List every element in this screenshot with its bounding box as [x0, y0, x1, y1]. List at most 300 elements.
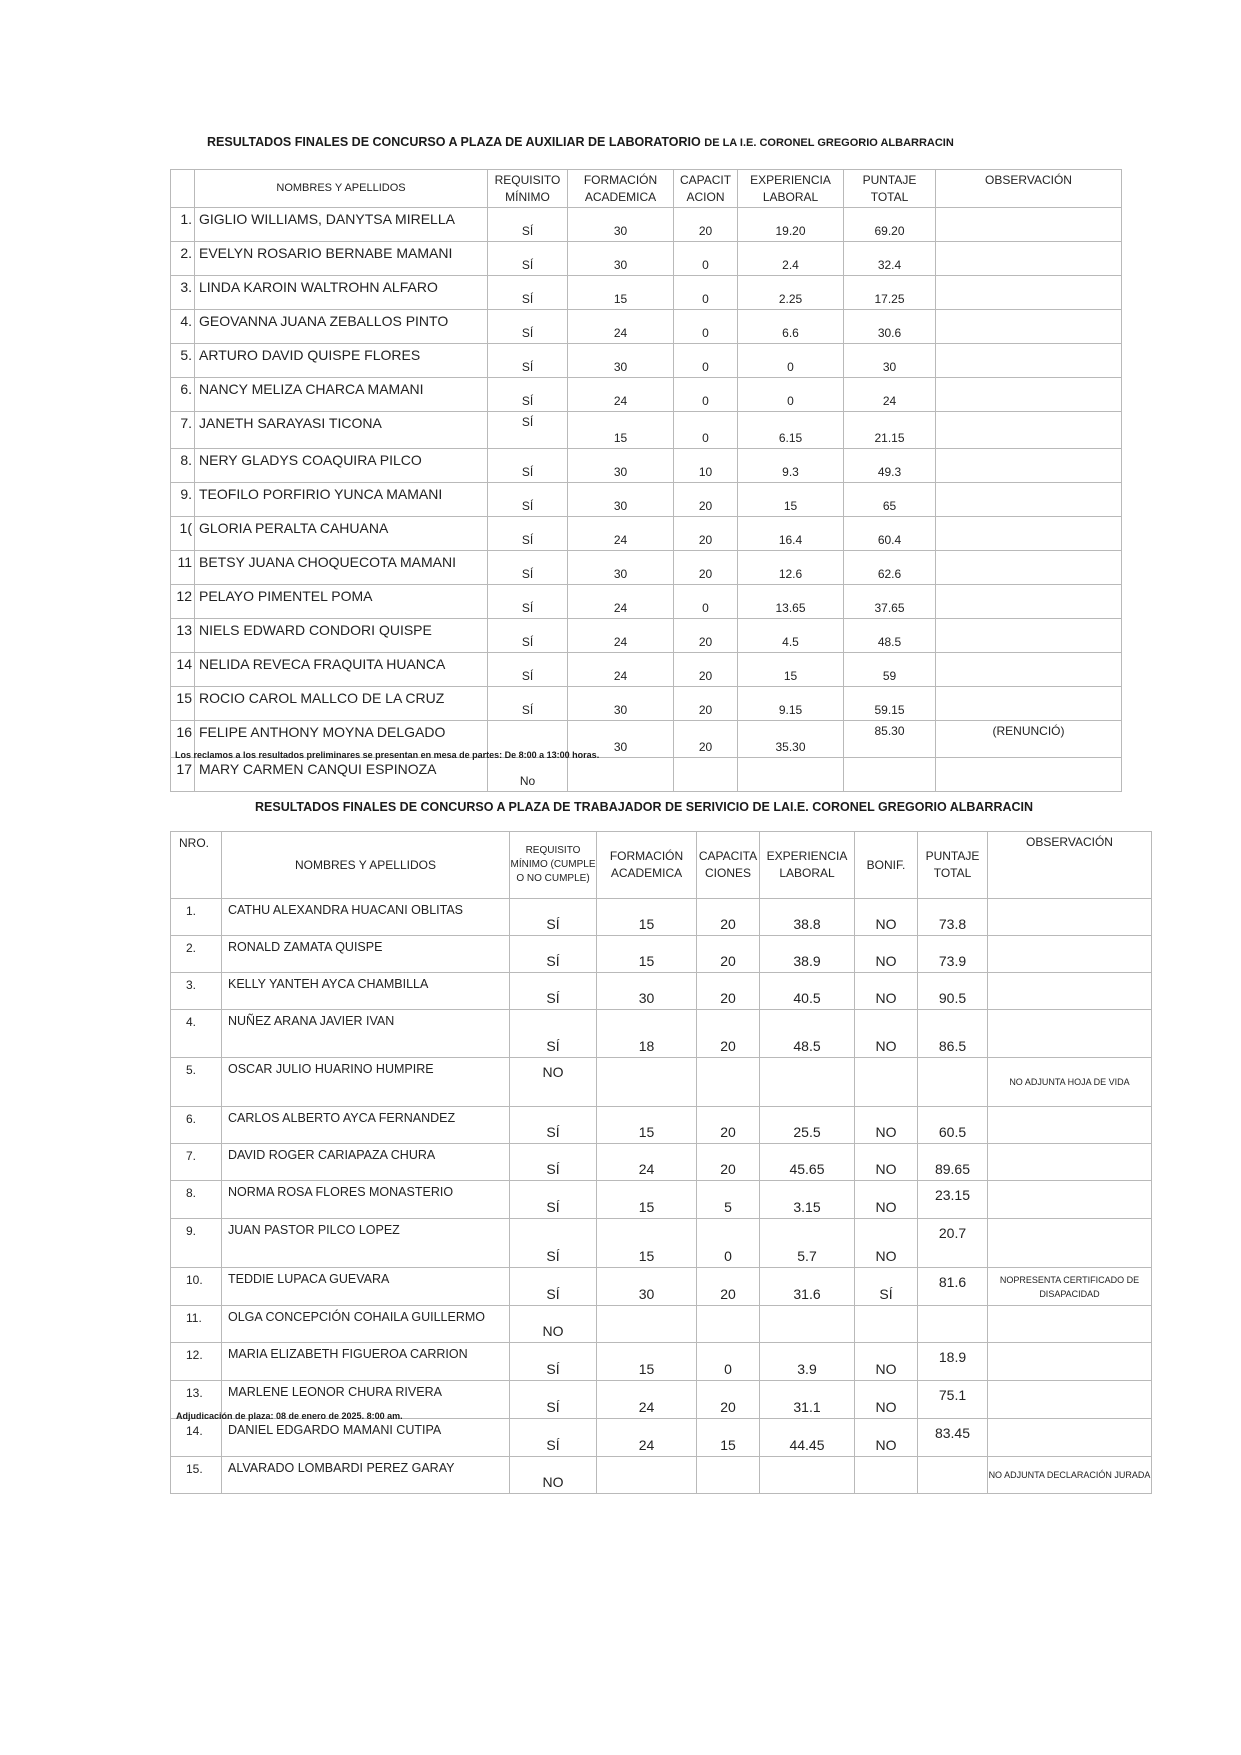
observacion-value: [936, 412, 1122, 449]
applicant-name: ALVARADO LOMBARDI PEREZ GARAY: [222, 1457, 510, 1494]
applicant-name: PELAYO PIMENTEL POMA: [195, 585, 488, 619]
requisito-value: SÍ: [488, 276, 568, 310]
requisito-value: SÍ: [510, 1419, 597, 1457]
puntaje-value: 18.9: [918, 1343, 988, 1381]
applicant-name: FELIPE ANTHONY MOYNA DELGADO: [195, 721, 488, 758]
requisito-value: NO: [510, 1457, 597, 1494]
observacion-value: [988, 1181, 1152, 1219]
table2-body: [171, 899, 1152, 1494]
row-number: 1(: [171, 517, 195, 551]
capacitacion-value: [697, 1306, 760, 1343]
formacion-value: 30: [568, 721, 674, 758]
experiencia-value: 6.15: [738, 412, 844, 449]
requisito-value: SÍ: [488, 619, 568, 653]
applicant-name: NUÑEZ ARANA JAVIER IVAN: [222, 1010, 510, 1058]
puntaje-value: 30: [844, 344, 936, 378]
formacion-value: [597, 1058, 697, 1107]
row-number: 14: [171, 653, 195, 687]
capacitacion-value: 20: [697, 936, 760, 973]
row-number: 6.: [171, 378, 195, 412]
table2-header-index: NRO.: [171, 832, 222, 899]
row-number: 5.: [171, 1058, 222, 1107]
requisito-value: SÍ: [510, 1219, 597, 1268]
requisito-value: SÍ: [488, 412, 568, 449]
row-number: 1.: [171, 899, 222, 936]
experiencia-value: 3.15: [760, 1181, 855, 1219]
applicant-name: GEOVANNA JUANA ZEBALLOS PINTO: [195, 310, 488, 344]
row-number: 13.: [171, 1381, 222, 1419]
capacitacion-value: 0: [674, 585, 738, 619]
requisito-value: SÍ: [488, 378, 568, 412]
bonificacion-value: NO: [855, 1107, 918, 1144]
experiencia-value: 19.20: [738, 208, 844, 242]
capacitacion-value: 0: [697, 1219, 760, 1268]
requisito-value: SÍ: [510, 1107, 597, 1144]
observacion-value: NOPRESENTA CERTIFICADO DE DISAPACIDAD: [988, 1268, 1152, 1306]
puntaje-value: [918, 1058, 988, 1107]
bonificacion-value: [855, 1058, 918, 1107]
table-row: [171, 619, 1122, 653]
formacion-value: 15: [568, 276, 674, 310]
capacitacion-value: [697, 1457, 760, 1494]
observacion-value: [936, 585, 1122, 619]
table-row: [171, 551, 1122, 585]
formacion-value: 15: [597, 1343, 697, 1381]
formacion-value: 24: [597, 1381, 697, 1419]
formacion-value: 30: [568, 483, 674, 517]
capacitacion-value: 0: [674, 344, 738, 378]
puntaje-value: 90.5: [918, 973, 988, 1010]
row-number: 15: [171, 687, 195, 721]
bonificacion-value: NO: [855, 1381, 918, 1419]
applicant-name: BETSY JUANA CHOQUECOTA MAMANI: [195, 551, 488, 585]
observacion-value: [936, 758, 1122, 792]
applicant-name: DANIEL EDGARDO MAMANI CUTIPA: [222, 1419, 510, 1457]
table-row: [171, 517, 1122, 551]
formacion-value: 24: [597, 1144, 697, 1181]
table2-header-capacitacion: CAPACITA CIONES: [697, 832, 760, 899]
table2-header-requisito: REQUISITO MÍNIMO (CUMPLE O NO CUMPLE): [510, 832, 597, 899]
experiencia-value: 9.3: [738, 449, 844, 483]
observacion-value: [988, 936, 1152, 973]
observacion-value: [936, 449, 1122, 483]
applicant-name: NELIDA REVECA FRAQUITA HUANCA: [195, 653, 488, 687]
observacion-value: [936, 208, 1122, 242]
observacion-value: [988, 1010, 1152, 1058]
puntaje-value: 24: [844, 378, 936, 412]
applicant-name: EVELYN ROSARIO BERNABE MAMANI: [195, 242, 488, 276]
requisito-value: SÍ: [510, 973, 597, 1010]
puntaje-value: 73.9: [918, 936, 988, 973]
table2-header-puntaje: PUNTAJE TOTAL: [918, 832, 988, 899]
row-number: 11.: [171, 1306, 222, 1343]
formacion-value: 24: [568, 310, 674, 344]
applicant-name: MARY CARMEN CANQUI ESPINOZA: [195, 758, 488, 792]
requisito-value: SÍ: [488, 344, 568, 378]
experiencia-value: 15: [738, 653, 844, 687]
applicant-name: CATHU ALEXANDRA HUACANI OBLITAS: [222, 899, 510, 936]
row-number: 17: [171, 758, 195, 792]
puntaje-value: 17.25: [844, 276, 936, 310]
row-number: 3.: [171, 276, 195, 310]
formacion-value: 30: [568, 551, 674, 585]
capacitacion-value: [697, 1058, 760, 1107]
experiencia-value: 44.45: [760, 1419, 855, 1457]
table2-header-experiencia: EXPERIENCIA LABORAL: [760, 832, 855, 899]
formacion-value: [568, 758, 674, 792]
puntaje-value: 89.65: [918, 1144, 988, 1181]
experiencia-value: 40.5: [760, 973, 855, 1010]
table2-title: RESULTADOS FINALES DE CONCURSO A PLAZA DE TRABAJADOR DE SERIVICIO DE LAI.E. CORONEL GREGORIO ALBARRACIN: [255, 800, 1034, 814]
requisito-value: SÍ: [510, 1181, 597, 1219]
capacitacion-value: 5: [697, 1181, 760, 1219]
puntaje-value: 83.45: [918, 1419, 988, 1457]
puntaje-value: [918, 1457, 988, 1494]
observacion-value: [936, 344, 1122, 378]
formacion-value: 24: [568, 653, 674, 687]
experiencia-value: 0: [738, 344, 844, 378]
table-row: [171, 310, 1122, 344]
row-number: 9.: [171, 483, 195, 517]
requisito-value: SÍ: [488, 551, 568, 585]
table2-header-observacion: OBSERVACIÓN: [988, 832, 1152, 899]
table-row: [171, 1343, 1152, 1381]
row-number: 2.: [171, 936, 222, 973]
capacitacion-value: 0: [674, 412, 738, 449]
capacitacion-value: 0: [674, 276, 738, 310]
table-row: [171, 1181, 1152, 1219]
auxiliar-laboratorio-results-table: [170, 169, 1122, 792]
table2-header-row: [171, 832, 1152, 899]
trabajador-servicio-results-table: [170, 831, 1152, 1494]
table-row: [171, 936, 1152, 973]
formacion-value: 30: [597, 1268, 697, 1306]
table1-header-row: [171, 170, 1122, 208]
observacion-value: [988, 1219, 1152, 1268]
experiencia-value: 2.25: [738, 276, 844, 310]
bonificacion-value: NO: [855, 1010, 918, 1058]
requisito-value: SÍ: [488, 449, 568, 483]
experiencia-value: 38.9: [760, 936, 855, 973]
table-row: [171, 1268, 1152, 1306]
capacitacion-value: 0: [674, 310, 738, 344]
experiencia-value: 35.30: [738, 721, 844, 758]
puntaje-value: 20.7: [918, 1219, 988, 1268]
applicant-name: OSCAR JULIO HUARINO HUMPIRE: [222, 1058, 510, 1107]
observacion-value: [936, 653, 1122, 687]
formacion-value: 30: [568, 344, 674, 378]
experiencia-value: 4.5: [738, 619, 844, 653]
row-number: 7.: [171, 412, 195, 449]
row-number: 9.: [171, 1219, 222, 1268]
puntaje-value: [844, 758, 936, 792]
observacion-value: [988, 899, 1152, 936]
puntaje-value: 37.65: [844, 585, 936, 619]
table-row: [171, 1010, 1152, 1058]
experiencia-value: 25.5: [760, 1107, 855, 1144]
puntaje-value: 69.20: [844, 208, 936, 242]
observacion-value: [936, 276, 1122, 310]
row-number: 11: [171, 551, 195, 585]
row-number: 8.: [171, 1181, 222, 1219]
table-row: [171, 208, 1122, 242]
experiencia-value: 2.4: [738, 242, 844, 276]
formacion-value: [597, 1457, 697, 1494]
puntaje-value: 60.4: [844, 517, 936, 551]
table2-header-bonificacion: BONIF.: [855, 832, 918, 899]
bonificacion-value: NO: [855, 973, 918, 1010]
puntaje-value: 49.3: [844, 449, 936, 483]
capacitacion-value: 20: [674, 208, 738, 242]
formacion-value: 15: [597, 1219, 697, 1268]
observacion-value: (RENUNCIÓ): [936, 721, 1122, 758]
requisito-value: SÍ: [488, 310, 568, 344]
formacion-value: 24: [568, 619, 674, 653]
table-row: [171, 242, 1122, 276]
capacitacion-value: 20: [674, 721, 738, 758]
table1-title-main: RESULTADOS FINALES DE CONCURSO A PLAZA DE AUXILIAR DE LABORATORIO: [207, 135, 701, 149]
puntaje-value: 75.1: [918, 1381, 988, 1419]
capacitacion-value: [674, 758, 738, 792]
table-row: [171, 1219, 1152, 1268]
bonificacion-value: NO: [855, 1343, 918, 1381]
observacion-value: [988, 1306, 1152, 1343]
table1-header-puntaje: PUNTAJE TOTAL: [844, 170, 936, 208]
observacion-value: [936, 310, 1122, 344]
formacion-value: 30: [568, 687, 674, 721]
formacion-value: 18: [597, 1010, 697, 1058]
experiencia-value: 45.65: [760, 1144, 855, 1181]
experiencia-value: 5.7: [760, 1219, 855, 1268]
capacitacion-value: 20: [697, 899, 760, 936]
formacion-value: 15: [597, 1181, 697, 1219]
applicant-name: GLORIA PERALTA CAHUANA: [195, 517, 488, 551]
capacitacion-value: 0: [674, 242, 738, 276]
row-number: 3.: [171, 973, 222, 1010]
formacion-value: 24: [568, 378, 674, 412]
observacion-value: NO ADJUNTA HOJA DE VIDA: [988, 1058, 1152, 1107]
table-row: [171, 378, 1122, 412]
capacitacion-value: 0: [697, 1343, 760, 1381]
experiencia-value: 16.4: [738, 517, 844, 551]
applicant-name: NANCY MELIZA CHARCA MAMANI: [195, 378, 488, 412]
row-number: 7.: [171, 1144, 222, 1181]
bonificacion-value: [855, 1306, 918, 1343]
table-row: [171, 483, 1122, 517]
applicant-name: TEDDIE LUPACA GUEVARA: [222, 1268, 510, 1306]
capacitacion-value: 20: [674, 517, 738, 551]
capacitacion-value: 20: [674, 687, 738, 721]
table2-header-name: NOMBRES Y APELLIDOS: [222, 832, 510, 899]
applicant-name: LINDA KAROIN WALTROHN ALFARO: [195, 276, 488, 310]
observacion-value: [936, 619, 1122, 653]
table1-header-observacion: OBSERVACIÓN: [936, 170, 1122, 208]
applicant-name: MARIA ELIZABETH FIGUEROA CARRION: [222, 1343, 510, 1381]
applicant-name: JANETH SARAYASI TICONA: [195, 412, 488, 449]
requisito-value: SÍ: [510, 1144, 597, 1181]
table1-header-name: NOMBRES Y APELLIDOS: [195, 170, 488, 208]
experiencia-value: 9.15: [738, 687, 844, 721]
applicant-name: NERY GLADYS COAQUIRA PILCO: [195, 449, 488, 483]
puntaje-value: 86.5: [918, 1010, 988, 1058]
puntaje-value: 21.15: [844, 412, 936, 449]
table1-header-index: [171, 170, 195, 208]
formacion-value: 30: [597, 973, 697, 1010]
experiencia-value: 31.1: [760, 1381, 855, 1419]
formacion-value: 15: [597, 936, 697, 973]
puntaje-value: 48.5: [844, 619, 936, 653]
capacitacion-value: 20: [697, 1268, 760, 1306]
row-number: 16: [171, 721, 195, 758]
observacion-value: NO ADJUNTA DECLARACIÓN JURADA: [988, 1457, 1152, 1494]
puntaje-value: [918, 1306, 988, 1343]
row-number: 5.: [171, 344, 195, 378]
applicant-name: KELLY YANTEH AYCA CHAMBILLA: [222, 973, 510, 1010]
bonificacion-value: NO: [855, 899, 918, 936]
row-number: 6.: [171, 1107, 222, 1144]
capacitacion-value: 15: [697, 1419, 760, 1457]
table-row: [171, 344, 1122, 378]
requisito-value: SÍ: [510, 936, 597, 973]
puntaje-value: 85.30: [844, 721, 936, 758]
capacitacion-value: 20: [674, 483, 738, 517]
observacion-value: [936, 551, 1122, 585]
table2-header-formacion: FORMACIÓN ACADEMICA: [597, 832, 697, 899]
experiencia-value: 6.6: [738, 310, 844, 344]
applicant-name: ROCIO CAROL MALLCO DE LA CRUZ: [195, 687, 488, 721]
formacion-value: [597, 1306, 697, 1343]
observacion-value: [988, 973, 1152, 1010]
experiencia-value: 38.8: [760, 899, 855, 936]
table-row: [171, 687, 1122, 721]
applicant-name: TEOFILO PORFIRIO YUNCA MAMANI: [195, 483, 488, 517]
row-number: 1.: [171, 208, 195, 242]
puntaje-value: 65: [844, 483, 936, 517]
requisito-value: No: [488, 758, 568, 792]
formacion-value: 30: [568, 208, 674, 242]
bonificacion-value: NO: [855, 1181, 918, 1219]
puntaje-value: 23.15: [918, 1181, 988, 1219]
puntaje-value: 73.8: [918, 899, 988, 936]
applicant-name: JUAN PASTOR PILCO LOPEZ: [222, 1219, 510, 1268]
row-number: 4.: [171, 1010, 222, 1058]
capacitacion-value: 20: [697, 1010, 760, 1058]
bonificacion-value: NO: [855, 936, 918, 973]
experiencia-value: 12.6: [738, 551, 844, 585]
experiencia-value: 3.9: [760, 1343, 855, 1381]
row-number: 15.: [171, 1457, 222, 1494]
requisito-value: NO: [510, 1306, 597, 1343]
observacion-value: [936, 687, 1122, 721]
observacion-value: [936, 483, 1122, 517]
table1-title-sub: DE LA I.E. CORONEL GREGORIO ALBARRACIN: [704, 137, 954, 149]
bonificacion-value: NO: [855, 1419, 918, 1457]
capacitacion-value: 20: [697, 973, 760, 1010]
row-number: 4.: [171, 310, 195, 344]
applicant-name: DAVID ROGER CARIAPAZA CHURA: [222, 1144, 510, 1181]
puntaje-value: 62.6: [844, 551, 936, 585]
table-row: [171, 1457, 1152, 1494]
formacion-value: 24: [597, 1419, 697, 1457]
experiencia-value: 48.5: [760, 1010, 855, 1058]
observacion-value: [988, 1419, 1152, 1457]
bonificacion-value: SÍ: [855, 1268, 918, 1306]
observacion-value: [936, 517, 1122, 551]
requisito-value: SÍ: [488, 242, 568, 276]
table-row: [171, 973, 1152, 1010]
row-number: 8.: [171, 449, 195, 483]
reclamos-note: Los reclamos a los resultados preliminares se presentan en mesa de partes: De 8:00 a 13:00 horas.: [175, 750, 600, 760]
observacion-value: [988, 1144, 1152, 1181]
formacion-value: 15: [568, 412, 674, 449]
experiencia-value: [760, 1058, 855, 1107]
applicant-name: NIELS EDWARD CONDORI QUISPE: [195, 619, 488, 653]
requisito-value: SÍ: [488, 653, 568, 687]
requisito-value: SÍ: [488, 687, 568, 721]
requisito-value: SÍ: [488, 517, 568, 551]
applicant-name: MARLENE LEONOR CHURA RIVERA: [222, 1381, 510, 1419]
requisito-value: SÍ: [488, 585, 568, 619]
capacitacion-value: 20: [674, 551, 738, 585]
puntaje-value: 60.5: [918, 1107, 988, 1144]
capacitacion-value: 20: [697, 1107, 760, 1144]
row-number: 2.: [171, 242, 195, 276]
table1-header-formacion: FORMACIÓN ACADEMICA: [568, 170, 674, 208]
row-number: 14.: [171, 1419, 222, 1457]
observacion-value: [988, 1107, 1152, 1144]
table1-header-experiencia: EXPERIENCIA LABORAL: [738, 170, 844, 208]
table-row: [171, 1419, 1152, 1457]
formacion-value: 15: [597, 1107, 697, 1144]
applicant-name: RONALD ZAMATA QUISPE: [222, 936, 510, 973]
row-number: 13: [171, 619, 195, 653]
bonificacion-value: NO: [855, 1144, 918, 1181]
row-number: 10.: [171, 1268, 222, 1306]
experiencia-value: 13.65: [738, 585, 844, 619]
puntaje-value: 30.6: [844, 310, 936, 344]
observacion-value: [936, 378, 1122, 412]
requisito-value: SÍ: [488, 208, 568, 242]
requisito-value: SÍ: [510, 1381, 597, 1419]
table-row: [171, 1144, 1152, 1181]
formacion-value: 24: [568, 585, 674, 619]
table-row: [171, 449, 1122, 483]
observacion-value: [988, 1343, 1152, 1381]
applicant-name: CARLOS ALBERTO AYCA FERNANDEZ: [222, 1107, 510, 1144]
capacitacion-value: 20: [697, 1144, 760, 1181]
requisito-value: SÍ: [510, 899, 597, 936]
applicant-name: ARTURO DAVID QUISPE FLORES: [195, 344, 488, 378]
table1-header-requisito: REQUISITO MÍNIMO: [488, 170, 568, 208]
capacitacion-value: 20: [697, 1381, 760, 1419]
requisito-value: SÍ: [488, 483, 568, 517]
requisito-value: SÍ: [510, 1343, 597, 1381]
table1-title: [207, 135, 954, 149]
capacitacion-value: 0: [674, 378, 738, 412]
requisito-value: SÍ: [510, 1268, 597, 1306]
table-row: [171, 1058, 1152, 1107]
experiencia-value: [760, 1306, 855, 1343]
experiencia-value: [738, 758, 844, 792]
bonificacion-value: [855, 1457, 918, 1494]
table-row: [171, 276, 1122, 310]
requisito-value: NO: [510, 1058, 597, 1107]
capacitacion-value: 20: [674, 653, 738, 687]
applicant-name: GIGLIO WILLIAMS, DANYTSA MIRELLA: [195, 208, 488, 242]
row-number: 12.: [171, 1343, 222, 1381]
observacion-value: [988, 1381, 1152, 1419]
table1-body: [171, 208, 1122, 792]
